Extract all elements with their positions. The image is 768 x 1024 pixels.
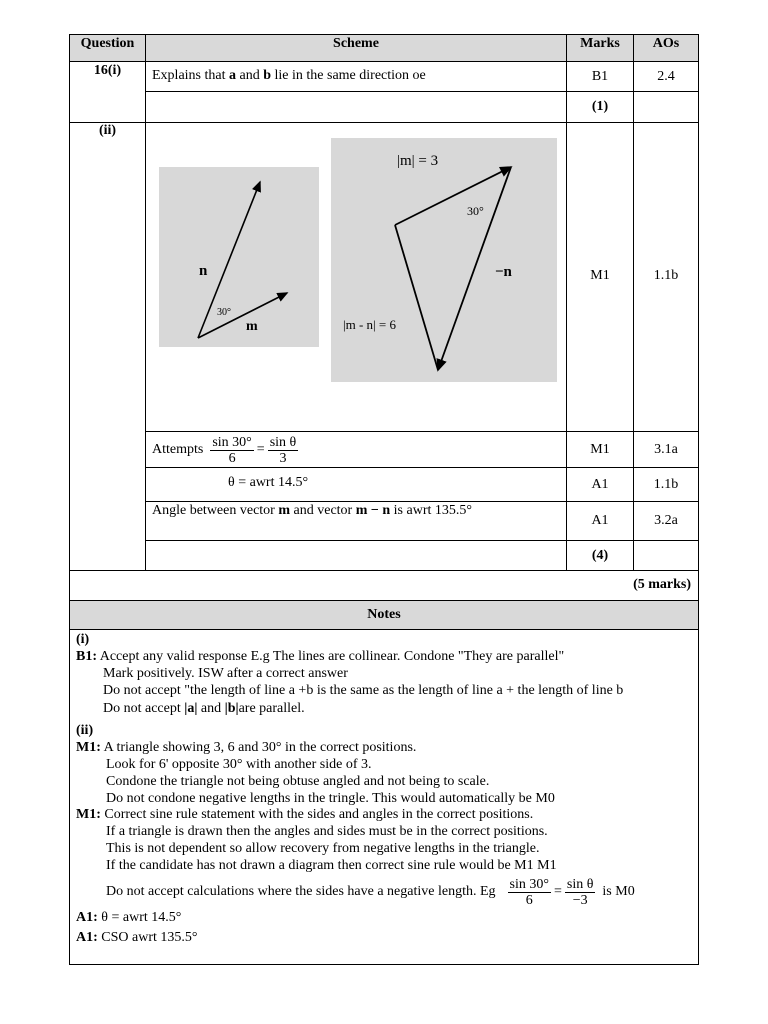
fraction-sin30-over-6 — [210, 435, 253, 466]
notes-b1-line2: Mark positively. ISW after a correct answer — [103, 666, 348, 681]
m1b-text5: Do not accept calculations where the sides have a negative length. Eg — [106, 884, 496, 899]
fraction-sin30-over-6-notes — [508, 877, 551, 908]
diagram-triangle-svg — [331, 138, 557, 382]
part-ii-row4-ao: 3.2a — [654, 513, 678, 528]
denominator: −3 — [572, 892, 588, 908]
part-i-mark: B1 — [591, 68, 609, 84]
diagram-vectors-n-m-svg — [159, 167, 319, 347]
abs-b: |b| — [224, 701, 239, 716]
label-m-minus-n-magnitude: |m - n| = 6 — [343, 317, 396, 332]
notes-b1-line1 — [76, 649, 564, 665]
b1-text1: Accept any valid response E.g The lines are collinear. Condone "They are parallel" — [99, 649, 565, 664]
numerator: sin 30° — [509, 876, 549, 892]
m1a-label: M1: — [76, 740, 101, 755]
header-marks: Marks — [580, 36, 620, 51]
part-ii-row2-mark: M1 — [590, 441, 610, 457]
b1-l4-and: and — [197, 701, 225, 716]
part-ii-row3-mark: A1 — [591, 476, 609, 492]
label-neg-n: −n — [495, 264, 512, 280]
notes-m1a-line1 — [76, 740, 416, 756]
notes-m1b-line3: This is not dependent so allow recovery from negative lengths in the triangle. — [106, 841, 540, 856]
m1b-post: is M0 — [602, 884, 635, 899]
vector-b: b — [263, 68, 272, 83]
row-line — [69, 629, 699, 630]
total-marks: (5 marks) — [633, 577, 691, 592]
notes-m1a-line2: Look for 6' opposite 30° with another side of 3. — [106, 757, 372, 772]
part-i-subtotal: (1) — [591, 99, 609, 114]
fraction-sintheta-over-3 — [268, 435, 299, 466]
label-angle-30: 30° — [217, 307, 231, 318]
a1b-text: CSO awrt 135.5° — [101, 930, 198, 945]
b1-label: B1: — [76, 649, 97, 664]
theta-answer: θ = awrt 14.5° — [228, 475, 309, 490]
denominator: 6 — [228, 450, 236, 466]
vector-m-arrow — [198, 293, 287, 338]
row-line — [69, 570, 699, 571]
notes-m1b-line5 — [106, 874, 635, 910]
notes-m1b-line2: If a triangle is drawn then the angles and sides must be in the correct positions. — [106, 824, 548, 839]
denominator: 6 — [525, 892, 533, 908]
diagram-triangle — [331, 138, 557, 382]
notes-m1a-line4: Do not condone negative lengths in the tringle. This would automatically be M0 — [106, 791, 555, 806]
row4-mid: and vector — [290, 503, 356, 518]
numerator: sin θ — [566, 876, 594, 892]
vector-m-minus-n: m − n — [355, 503, 391, 518]
part-ii-row3-ao: 1.1b — [653, 476, 679, 492]
notes-title: Notes — [367, 607, 401, 622]
row4-pre: Angle between vector — [152, 503, 279, 518]
denominator: 3 — [279, 450, 287, 466]
header-question: Question — [80, 36, 135, 51]
notes-m1a-line3: Condone the triangle not being obtuse angled and not being to scale. — [106, 774, 490, 789]
a1a-text: θ = awrt 14.5° — [101, 910, 182, 925]
col-divider-question — [145, 34, 146, 571]
part-i-text-and: and — [236, 68, 264, 83]
angle-between-vectors — [152, 503, 472, 519]
notes-b1-line3: Do not accept "the length of line a +b is the same as the length of line a + the length of line b — [103, 683, 624, 698]
diagram-vectors-n-m — [159, 167, 319, 347]
notes-b1-line4 — [103, 701, 305, 717]
notes-i-label: (i) — [76, 632, 90, 647]
part-i-text-post: lie in the same direction oe — [271, 68, 426, 83]
part-i-text-pre: Explains that — [152, 68, 229, 83]
a1b-label: A1: — [76, 930, 98, 945]
attempts-label: Attempts — [152, 442, 204, 457]
label-m: m — [246, 319, 258, 334]
label-n: n — [199, 263, 208, 279]
part-ii-row4-mark: A1 — [591, 513, 609, 528]
header-aos: AOs — [652, 36, 680, 51]
table-border-bottom — [69, 964, 699, 965]
vector-m: m — [278, 503, 291, 518]
part-i-ao: 2.4 — [657, 68, 675, 84]
m1b-label: M1: — [76, 807, 101, 822]
header-scheme: Scheme — [333, 36, 379, 51]
notes-m1b-line1 — [76, 807, 533, 823]
sine-rule-attempt — [152, 433, 301, 467]
table-border-left — [69, 34, 70, 965]
numerator: sin θ — [269, 434, 297, 450]
part-i-scheme-text — [152, 68, 426, 84]
part-ii-subtotal: (4) — [591, 547, 609, 563]
question-label-ii: (ii) — [98, 123, 117, 138]
part-ii-row1-mark: M1 — [590, 268, 610, 283]
b1-l4-post: are parallel. — [238, 701, 305, 716]
side-m-minus-n — [395, 225, 438, 370]
label-angle-30-right: 30° — [467, 204, 484, 218]
notes-m1b-line4: If the candidate has not drawn a diagram then correct sine rule would be M1 M1 — [106, 858, 557, 873]
row4-post: is awrt 135.5° — [390, 503, 472, 518]
notes-a1a — [76, 910, 181, 926]
numerator: sin 30° — [212, 434, 252, 450]
fraction-sintheta-over-neg3 — [565, 877, 596, 908]
equals-sign: = — [256, 442, 265, 457]
vector-a: a — [229, 68, 236, 83]
a1a-label: A1: — [76, 910, 98, 925]
table-border-right — [698, 34, 699, 965]
b1-l4-pre: Do not accept — [103, 701, 185, 716]
abs-a: |a| — [184, 701, 198, 716]
notes-a1b — [76, 930, 198, 946]
label-m-magnitude: |m| = 3 — [397, 153, 439, 169]
row-line — [69, 122, 699, 123]
notes-ii-label: (ii) — [76, 723, 94, 738]
part-ii-row1-ao: 1.1b — [653, 268, 679, 283]
part-ii-row2-ao: 3.1a — [654, 441, 678, 457]
m1a-text1: A triangle showing 3, 6 and 30° in the correct positions. — [103, 740, 417, 755]
question-label-16i: 16(i) — [93, 63, 122, 78]
m1b-text1: Correct sine rule statement with the sides and angles in the correct positions. — [104, 807, 534, 822]
equals-sign: = — [553, 884, 562, 899]
